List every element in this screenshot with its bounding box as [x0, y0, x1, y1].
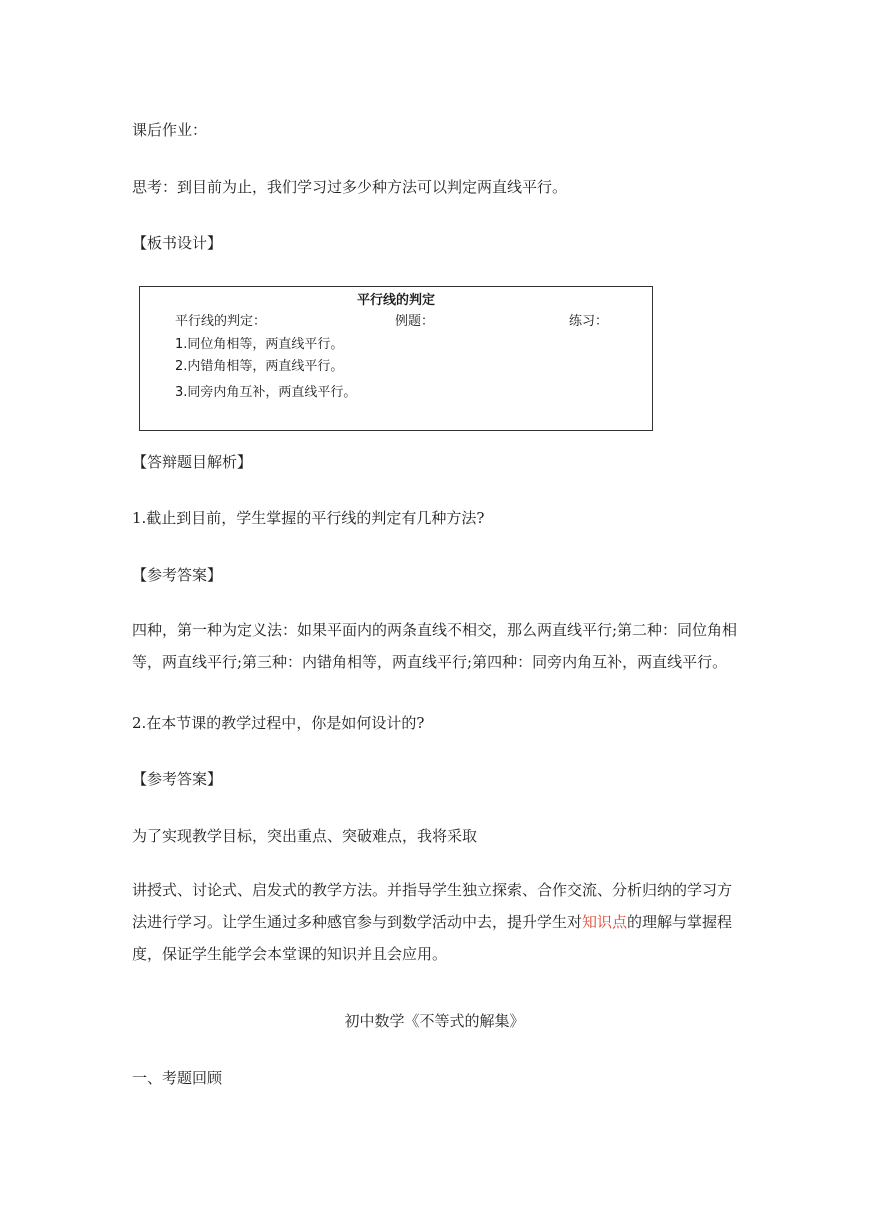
- board-col-exercises-header: 练习：: [569, 314, 609, 329]
- section-one-heading: 一、考题回顾: [132, 1069, 223, 1087]
- board-design-heading: 【板书设计】: [132, 234, 223, 252]
- question-1: 1.截止到目前，学生掌握的平行线的判定有几种方法?: [132, 509, 485, 527]
- reference-answer-heading: 【参考答案】: [132, 566, 223, 584]
- board-col-examples-header: 例题：: [395, 314, 435, 329]
- board-item: 1.同位角相等，两直线平行。: [175, 337, 344, 352]
- lesson-title: 初中数学《不等式的解集》: [344, 1012, 525, 1030]
- analysis-heading: 【答辩题目解析】: [132, 453, 253, 471]
- thinking-question: 思考：到目前为止，我们学习过多少种方法可以判定两直线平行。: [132, 178, 568, 196]
- board-design-box: [139, 286, 653, 431]
- board-col-criteria-header: 平行线的判定：: [175, 314, 267, 329]
- answer-2-text-end: 的理解与掌握程度，保证学生能学会本堂课的知识并且会应用。: [132, 913, 733, 963]
- answer-2-paragraph: [132, 874, 740, 970]
- knowledge-point-link[interactable]: 知识点: [582, 913, 628, 931]
- board-item: 3.同旁内角互补，两直线平行。: [175, 385, 357, 400]
- answer-2-intro: 为了实现教学目标，突出重点、突破难点，我将采取: [132, 827, 478, 845]
- answer-1-paragraph: 四种，第一种为定义法：如果平面内的两条直线不相交，那么两直线平行;第二种：同位角相等，两直线平行;第三种：内错角相等，两直线平行;第四种：同旁内角互补，两直线平行。: [132, 621, 738, 671]
- board-item: 2.内错角相等，两直线平行。: [175, 359, 344, 374]
- answer-2-text-start: 讲授式、讨论式、启发式的教学方法。并指导学生独立探索、合作交流、分析归纳的学习方法进行学习。让学生通过多种感官参与到数学活动中去，提升学生对: [132, 881, 733, 931]
- homework-label: 课后作业：: [132, 121, 208, 139]
- board-title: 平行线的判定: [356, 293, 435, 308]
- reference-answer-heading: 【参考答案】: [132, 770, 223, 788]
- question-2: 2.在本节课的教学过程中，你是如何设计的?: [132, 714, 425, 732]
